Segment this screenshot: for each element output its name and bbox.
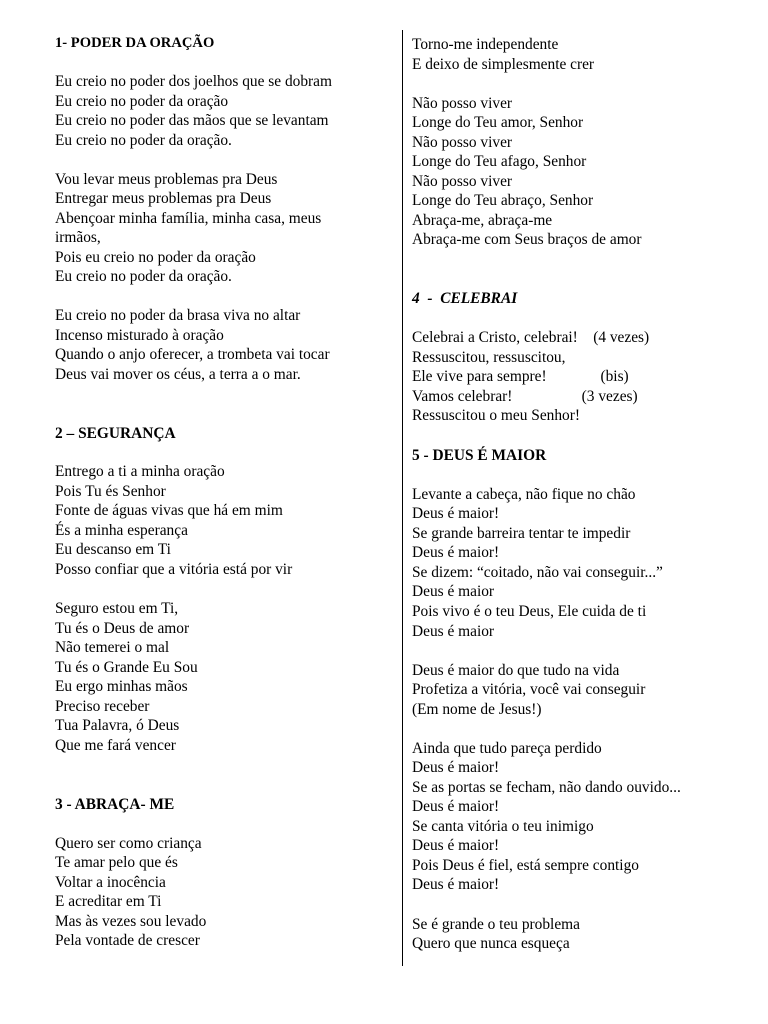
lyric-line: Eu creio no poder dos joelhos que se dobram: [55, 73, 332, 90]
lyric-line: E deixo de simplesmente crer: [412, 56, 595, 73]
lyric-line: Ele vive para sempre! (bis): [412, 368, 629, 385]
lyric-line: Se grande barreira tentar te impedir: [412, 525, 631, 542]
lyric-line: Longe do Teu amor, Senhor: [412, 114, 584, 131]
song-title-seguranca: 2 – SEGURANÇA: [55, 425, 176, 442]
lyric-line: Torno-me independente: [412, 36, 559, 53]
lyric-line: Levante a cabeça, não fique no chão: [412, 486, 636, 503]
lyric-line: Entrego a ti a minha oração: [55, 463, 225, 480]
lyric-line: Pela vontade de crescer: [55, 932, 200, 949]
lyric-line: Deus vai mover os céus, a terra a o mar.: [55, 366, 301, 383]
lyric-line: Se dizem: “coitado, não vai conseguir...”: [412, 564, 663, 581]
lyric-line: Vou levar meus problemas pra Deus: [55, 171, 278, 188]
lyric-line: Se as portas se fecham, não dando ouvido...: [412, 779, 681, 796]
lyric-line: Longe do Teu afago, Senhor: [412, 153, 587, 170]
lyric-line: Seguro estou em Ti,: [55, 600, 179, 617]
lyric-line: E acreditar em Ti: [55, 893, 162, 910]
lyric-line: Pois eu creio no poder da oração: [55, 249, 256, 266]
lyric-line: Incenso misturado à oração: [55, 327, 224, 344]
lyric-line: Deus é maior!: [412, 837, 500, 854]
lyric-line: Deus é maior!: [412, 759, 500, 776]
lyric-line: Preciso receber: [55, 698, 150, 715]
lyric-line: Pois vivo é o teu Deus, Ele cuida de ti: [412, 603, 647, 620]
lyric-line: Se canta vitória o teu inimigo: [412, 818, 594, 835]
lyric-line: Entregar meus problemas pra Deus: [55, 190, 272, 207]
lyric-line: Voltar a inocência: [55, 874, 166, 891]
lyric-line: irmãos,: [55, 229, 101, 246]
lyric-line: Eu creio no poder da brasa viva no altar: [55, 307, 301, 324]
lyric-line: Quero ser como criança: [55, 835, 202, 852]
lyric-line: És a minha esperança: [55, 522, 188, 539]
lyric-line: Deus é maior!: [412, 505, 500, 522]
lyric-line: (Em nome de Jesus!): [412, 701, 542, 718]
lyric-line: Não posso viver: [412, 134, 513, 151]
lyric-line: Eu creio no poder da oração.: [55, 268, 232, 285]
lyric-line: Fonte de águas vivas que há em mim: [55, 502, 283, 519]
lyric-line: Ainda que tudo pareça perdido: [412, 740, 602, 757]
lyric-line: Tua Palavra, ó Deus: [55, 717, 180, 734]
lyric-line: Deus é maior!: [412, 876, 500, 893]
lyric-line: Não posso viver: [412, 173, 513, 190]
lyric-line: Pois Deus é fiel, está sempre contigo: [412, 857, 639, 874]
lyric-line: Deus é maior: [412, 583, 495, 600]
lyric-line: Deus é maior: [412, 623, 495, 640]
lyric-line: Não posso viver: [412, 95, 513, 112]
lyric-line: Te amar pelo que és: [55, 854, 178, 871]
lyric-line: Se é grande o teu problema: [412, 916, 580, 933]
lyric-line: Quero que nunca esqueça: [412, 935, 570, 952]
lyric-line: Ressuscitou o meu Senhor!: [412, 407, 580, 424]
lyric-line: Eu creio no poder da oração.: [55, 132, 232, 149]
lyric-line: Pois Tu és Senhor: [55, 483, 166, 500]
lyric-line: Eu creio no poder das mãos que se levantam: [55, 112, 329, 129]
lyric-line: Tu és o Grande Eu Sou: [55, 659, 198, 676]
lyric-line: Vamos celebrar! (3 vezes): [412, 388, 638, 405]
lyric-line: Deus é maior!: [412, 798, 500, 815]
lyric-line: Que me fará vencer: [55, 737, 176, 754]
lyric-line: Deus é maior do que tudo na vida: [412, 662, 620, 679]
lyric-line: Eu descanso em Ti: [55, 541, 171, 558]
lyric-line: Não temerei o mal: [55, 639, 170, 656]
column-divider: [402, 30, 403, 966]
lyric-line: Tu és o Deus de amor: [55, 620, 190, 637]
lyric-line: Posso confiar que a vitória está por vir: [55, 561, 293, 578]
lyric-line: Deus é maior!: [412, 544, 500, 561]
lyric-line: Mas às vezes sou levado: [55, 913, 207, 930]
lyric-line: Eu creio no poder da oração: [55, 93, 229, 110]
lyric-line: Eu ergo minhas mãos: [55, 678, 188, 695]
lyric-line: Quando o anjo oferecer, a trombeta vai tocar: [55, 346, 330, 363]
lyric-line: Abraça-me com Seus braços de amor: [412, 231, 642, 248]
lyric-line: Abençoar minha família, minha casa, meus: [55, 210, 322, 227]
song-title-abraca-me: 3 - ABRAÇA- ME: [55, 796, 175, 813]
song-title-deus-e-maior: 5 - DEUS É MAIOR: [412, 447, 547, 464]
lyric-line: Longe do Teu abraço, Senhor: [412, 192, 594, 209]
lyric-line: Ressuscitou, ressuscitou,: [412, 349, 566, 366]
lyric-line: Celebrai a Cristo, celebrai! (4 vezes): [412, 329, 650, 346]
lyric-line: Profetiza a vitória, você vai conseguir: [412, 681, 646, 698]
song-title-celebrai: 4 - CELEBRAI: [412, 290, 518, 307]
lyric-line: Abraça-me, abraça-me: [412, 212, 553, 229]
song-title-poder-da-oracao: 1- PODER DA ORAÇÃO: [55, 35, 215, 51]
